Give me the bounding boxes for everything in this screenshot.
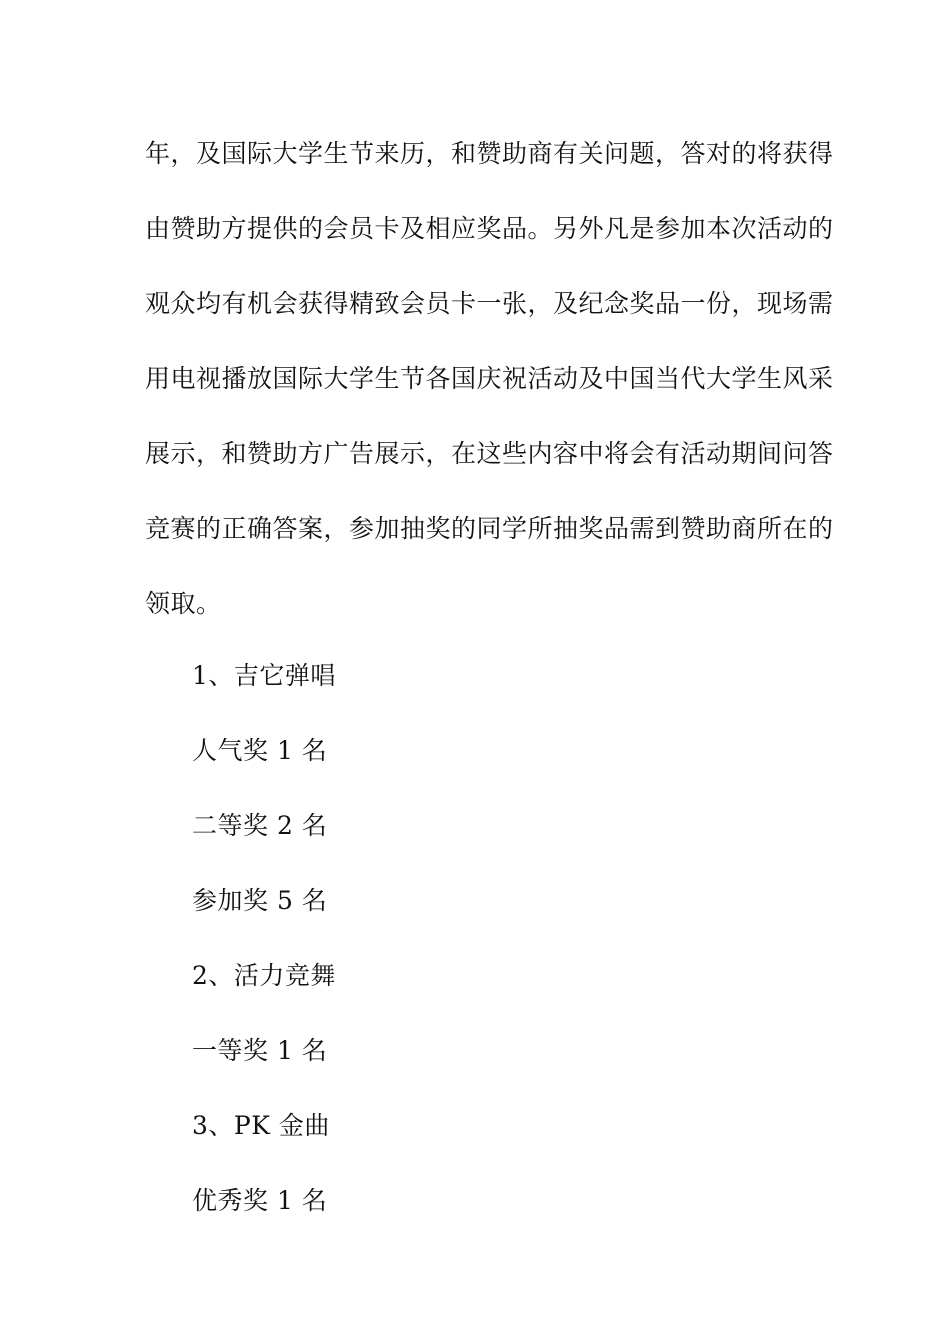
award-item: 参加奖 5 名 [192, 886, 328, 915]
award-item: 二等奖 2 名 [192, 811, 328, 840]
award-item: 一等奖 1 名 [192, 1036, 328, 1065]
paragraph-line: 展示，和赞助方广告展示，在这些内容中将会有活动期间问答 [145, 439, 834, 468]
section-heading-dance: 2、活力竞舞 [192, 961, 336, 990]
paragraph-line: 观众均有机会获得精致会员卡一张，及纪念奖品一份，现场需 [145, 289, 834, 318]
award-item: 优秀奖 1 名 [192, 1186, 328, 1215]
paragraph-line: 年，及国际大学生节来历，和赞助商有关问题，答对的将获得 [145, 139, 834, 168]
paragraph-line: 领取。 [145, 589, 222, 618]
section-heading-guitar: 1、吉它弹唱 [192, 661, 336, 690]
paragraph-line: 用电视播放国际大学生节各国庆祝活动及中国当代大学生风采 [145, 364, 834, 393]
section-heading-pk-song: 3、PK 金曲 [192, 1111, 330, 1140]
paragraph-line: 竞赛的正确答案，参加抽奖的同学所抽奖品需到赞助商所在的 [145, 514, 834, 543]
award-item: 人气奖 1 名 [192, 736, 328, 765]
paragraph-line: 由赞助方提供的会员卡及相应奖品。另外凡是参加本次活动的 [145, 214, 834, 243]
